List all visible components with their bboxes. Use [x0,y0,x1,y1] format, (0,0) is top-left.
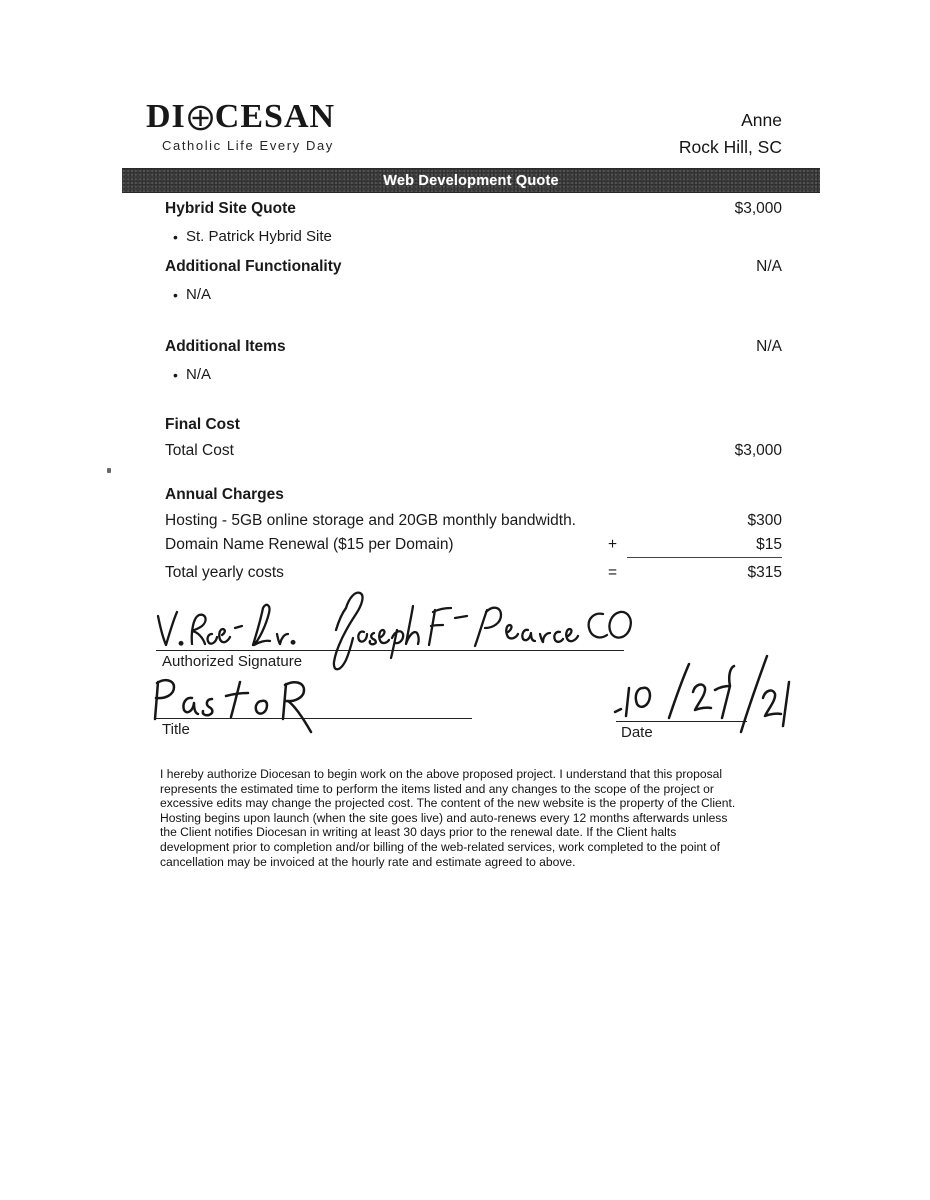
client-info [560,107,782,161]
final-cost-block [165,415,782,461]
legal-line: excessive edits may change the projected cost. The content of the new website is the property of the Client. [160,796,736,811]
final-cost-heading: Final Cost [165,416,240,433]
handwritten-title [148,670,482,748]
legal-line: represents the estimated time to perform the items listed and any changes to the scope of the project or [160,781,714,796]
section-heading: Additional Items [165,338,286,355]
client-location: Rock Hill, SC [678,137,782,157]
section-bullet-item: • St. Patrick Hybrid Site [165,227,782,247]
charge-value: $15 [627,533,782,558]
charge-value: $300 [747,512,782,529]
annual-charge-row [165,509,782,533]
section-bullet-item: • N/A [165,285,782,305]
diocesan-logo [146,100,335,153]
document-title: Web Development Quote [383,172,559,189]
equals-operator: = [608,564,618,581]
annual-charge-total-row [165,560,782,586]
title-label: Title [162,721,190,738]
section-additional-items [165,337,782,385]
charge-label: Hosting - 5GB online storage and 20GB monthly bandwidth. [165,512,576,529]
charge-label: Total yearly costs [165,564,284,581]
legal-line: cancellation may be invoiced at the hourly rate and estimate agreed to above. [160,854,576,869]
section-additional-functionality [165,257,782,305]
date-label: Date [621,724,653,741]
section-heading: Hybrid Site Quote [165,200,296,217]
brand-tagline: Catholic Life Every Day [162,138,334,153]
authorized-signature-label: Authorized Signature [162,653,303,670]
legal-line: Hosting begins upon launch (when the site goes live) and auto-renews every 12 months afterwards unless [160,810,728,825]
annual-charges-block [165,485,782,586]
section-bullet-item: • N/A [165,365,782,385]
section-hybrid-site-quote [165,199,782,247]
total-cost-label: Total Cost [165,442,234,459]
section-value: N/A [756,338,782,355]
section-heading: Additional Functionality [165,258,342,275]
plus-operator: + [608,536,618,553]
annual-charges-heading: Annual Charges [165,486,284,503]
client-name: Anne [741,110,782,130]
legal-line: I hereby authorize Diocesan to begin work on the above proposed project. I understand that this proposal [160,767,723,781]
brand-suffix: CESAN [214,98,336,135]
total-cost-value: $3,000 [734,442,782,459]
section-value: N/A [756,258,782,275]
legal-paragraph [160,767,800,869]
charge-operator [599,509,627,533]
legal-line: development prior to completion and/or billing of the web-related services, work completed to the point of [160,839,720,854]
brand-wordmark [146,100,335,134]
brand-prefix: DI [146,98,186,135]
legal-line: the Client notifies Diocesan in writing at least 30 days prior to the renewal date. If the Client halts [160,825,677,840]
charge-label: Domain Name Renewal ($15 per Domain) [165,536,454,553]
scan-artifact [107,468,111,473]
cross-in-circle-icon [187,104,214,131]
charge-value: $315 [747,564,782,581]
annual-charge-row [165,533,782,558]
document-title-banner [122,168,820,193]
section-value: $3,000 [734,200,782,217]
